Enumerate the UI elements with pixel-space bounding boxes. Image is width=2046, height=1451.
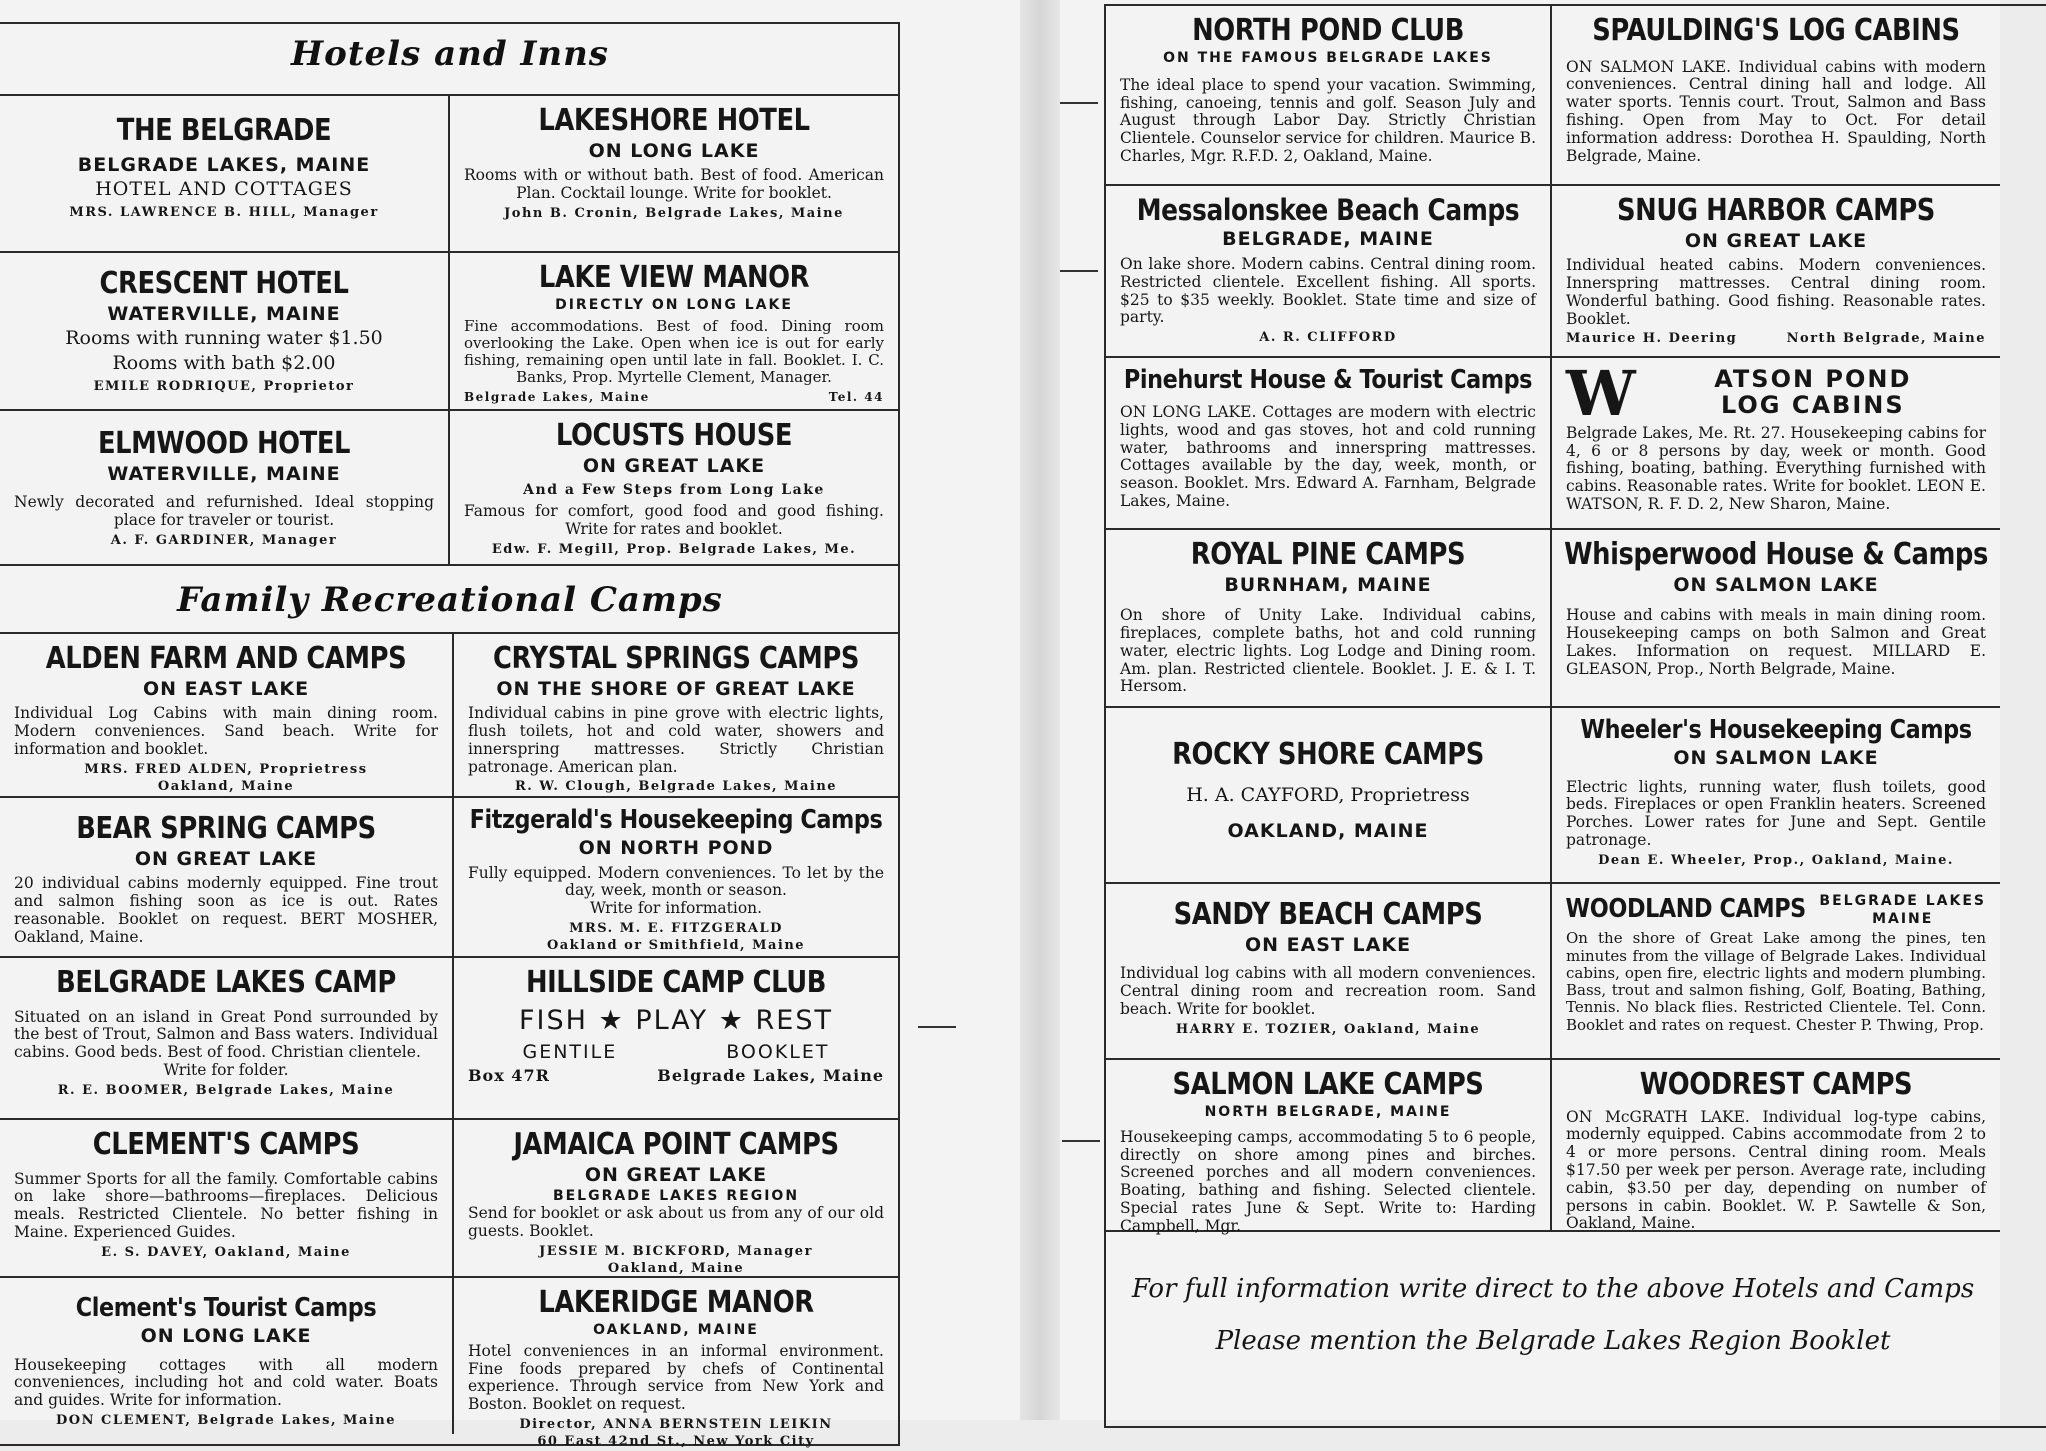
footer-line-2: Please mention the Belgrade Lakes Region Booklet [1215, 1326, 1891, 1356]
listing-title: WOODLAND CAMPS [1565, 894, 1806, 925]
listing-belgrade-lakes-camp: BELGRADE LAKES CAMP Situated on an island in Great Pond surrounded by the best of Trout, Salmon and Bass waters. Individual cabins. Good beds. Best of food. Christian clientele. Write for folder. R. E. BOOMER, Belgrade Lakes, Maine [0, 958, 452, 1120]
listing-royal-pine: ROYAL PINE CAMPS BURNHAM, MAINE On shore of Unity Lake. Individual cabins, fireplaces, complete baths, hot and cold running water, electric lights. Log Lodge and Dining room. Am. plan. Restricted clientele. Booklet. J. E. & I. T. Hersom. [1106, 530, 1550, 708]
listing-title: LAKERIDGE MANOR [538, 1285, 814, 1320]
listing-pinehurst-house: Pinehurst House & Tourist Camps ON LONG LAKE. Cottages are modern with electric lights, wood and gas stoves, hot and cold running water, bathrooms and innerspring mattresses. Cottages available by the day, week, month, or season. Booklet. Mrs. Edward A. Farnham, Belgrade Lakes, Maine. [1106, 358, 1550, 530]
listing-title: SNUG HARBOR CAMPS [1617, 193, 1935, 228]
listing-title: CRYSTAL SPRINGS CAMPS [493, 641, 859, 676]
listing-locusts-house: LOCUSTS HOUSE ON GREAT LAKE And a Few Steps from Long Lake Famous for comfort, good food and good fishing. Write for rates and booklet. Edw. F. Megill, Prop. Belgrade Lakes, Me. [450, 411, 898, 566]
listing-elmwood-hotel: ELMWOOD HOTEL WATERVILLE, MAINE Newly decorated and refurnished. Ideal stopping place for traveler or tourist. A. F. GARDINER, Manager [0, 411, 448, 566]
listing-hillside-camp-club: HILLSIDE CAMP CLUB FISH ★ PLAY ★ REST GENTILE BOOKLET Box 47R Belgrade Lakes, Maine [454, 958, 898, 1120]
listing-title: CRESCENT HOTEL [99, 266, 349, 301]
listing-title: Pinehurst House & Tourist Camps [1123, 365, 1533, 395]
listing-title: Fitzgerald's Housekeeping Camps [469, 805, 883, 835]
listing-title: LAKESHORE HOTEL [538, 103, 810, 138]
drop-cap: W [1566, 357, 1636, 430]
listing-north-pond-club: NORTH POND CLUB ON THE FAMOUS BELGRADE LAKES The ideal place to spend your vacation. Swimming, fishing, canoeing, tennis and golf. Season July and August through Labor Day. Strictly Christian Clientele. Counselor service for children. Maurice B. Charles, Mgr. R.F.D. 2, Oakland, Maine. [1106, 6, 1550, 186]
listing-salmon-lake: SALMON LAKE CAMPS NORTH BELGRADE, MAINE Housekeeping camps, accommodating 5 to 6 people, directly on shore among pines and birches. Screened porches and all modern conveniences. Boating, bathing and fishing. Selected clientele. Special rates June & Sept. Write to: Harding Campbell, Mgr. [1106, 1060, 1550, 1232]
listing-clements-camps: CLEMENT'S CAMPS Summer Sports for all the family. Comfortable cabins on lake shore—bathrooms—fireplaces. Delicious meals. Restricted Clientele. No better fishing in Maine. Experienced Guides. E. S. DAVEY, Oakland, Maine [0, 1120, 452, 1278]
listing-title: ELMWOOD HOTEL [97, 426, 351, 461]
listing-title: ALDEN FARM AND CAMPS [45, 641, 407, 676]
listing-title: THE BELGRADE [116, 113, 332, 148]
listing-title: BELGRADE LAKES CAMP [56, 965, 396, 1000]
listing-title: Wheeler's Housekeeping Camps [1580, 715, 1972, 745]
listing-lake-view-manor: LAKE VIEW MANOR DIRECTLY ON LONG LAKE Fine accommodations. Best of food. Dining room overlooking the Lake. Open when ice is out for early fishing, remaining open until late in fall. Booklet. I. C. Banks, Prop. Myrtelle Clement, Manager. Belgrade Lakes, Maine Tel. 44 [450, 253, 898, 411]
listing-lakeridge-manor: LAKERIDGE MANOR OAKLAND, MAINE Hotel conveniences in an informal environment. Fine foods prepared by chefs of Continental experience. Through service from New York and Boston. Booklet on request. Director, ANNA BERNSTEIN LEIKIN 60 East 42nd St., New York City [454, 1278, 898, 1428]
listing-title: Whisperwood House & Camps [1564, 537, 1988, 572]
star-icon: ★ [598, 1004, 625, 1036]
listing-crescent-hotel: CRESCENT HOTEL WATERVILLE, MAINE Rooms with running water $1.50 Rooms with bath $2.00 EMILE RODRIQUE, Proprietor [0, 253, 448, 411]
listing-title: Clement's Tourist Camps [75, 1293, 377, 1323]
listing-watson-pond: W ATSON POND LOG CABINS Belgrade Lakes, Me. Rt. 27. Housekeeping cabins for 4, 6 or 8 persons by day, week or month. Good fishing, boating, bathing. Everything furnished with cabins. Reasonable rates. Write for booklet. LEON E. WATSON, R. F. D. 2, New Sharon, Maine. [1552, 358, 2000, 530]
listing-crystal-springs: CRYSTAL SPRINGS CAMPS ON THE SHORE OF GREAT LAKE Individual cabins in pine grove with electric lights, flush toilets, hot and cold water, showers and innerspring mattresses. Strictly Christian patronage. American plan. R. W. Clough, Belgrade Lakes, Maine [454, 634, 898, 798]
listing-title: HILLSIDE CAMP CLUB [525, 965, 827, 1000]
listing-rocky-shore: ROCKY SHORE CAMPS H. A. CAYFORD, Proprietress OAKLAND, MAINE [1106, 708, 1550, 884]
listing-title: LAKE VIEW MANOR [538, 260, 810, 295]
listing-messalonskee-beach: Messalonskee Beach Camps BELGRADE, MAINE On lake shore. Modern cabins. Central dining room. Restricted clientele. Excellent fishing. All sports. $25 to $35 weekly. Booklet. State time and size of party. A. R. CLIFFORD [1106, 186, 1550, 358]
footer-line-1: For full information write direct to the above Hotels and Camps [1131, 1274, 1975, 1304]
page-gutter [1020, 0, 1060, 1420]
hotels-heading: Hotels and Inns [291, 34, 609, 74]
listing-the-belgrade: THE BELGRADE BELGRADE LAKES, MAINE HOTEL AND COTTAGES MRS. LAWRENCE B. HILL, Manager [0, 96, 448, 253]
listing-jamaica-point: JAMAICA POINT CAMPS ON GREAT LAKE BELGRADE LAKES REGION Send for booklet or ask about us from any of our old guests. Booklet. JESSIE M. BICKFORD, Manager Oakland, Maine [454, 1120, 898, 1278]
listing-woodrest: WOODREST CAMPS ON McGRATH LAKE. Individual log-type cabins, modernly equipped. Cabins accommodate from 2 to 4 or more persons. Central dining room. Meals $17.50 per week per person. Average rate, including cabin, $3.50 per day, depending on number of persons in cabin. Booklet. W. P. Sawtelle & Son, Oakland, Maine. [1552, 1060, 2000, 1232]
listing-title: WOODREST CAMPS [1639, 1067, 1913, 1102]
camps-heading: Family Recreational Camps [177, 580, 723, 620]
listing-title: CLEMENT'S CAMPS [92, 1127, 360, 1162]
listing-alden-farm: ALDEN FARM AND CAMPS ON EAST LAKE Individual Log Cabins with main dining room. Modern conveniences. Sand beach. Write for information and booklet. MRS. FRED ALDEN, Proprietress Oakland, Maine [0, 634, 452, 798]
listing-title: SPAULDING'S LOG CABINS [1592, 13, 1960, 48]
listing-title: SANDY BEACH CAMPS [1173, 897, 1483, 932]
listing-title: BEAR SPRING CAMPS [76, 811, 376, 846]
star-icon: ★ [718, 1004, 745, 1036]
listing-clements-tourist: Clement's Tourist Camps ON LONG LAKE Housekeeping cottages with all modern conveniences, including hot and cold water. Boats and guides. Write for information. DON CLEMENT, Belgrade Lakes, Maine [0, 1278, 452, 1428]
listing-snug-harbor: SNUG HARBOR CAMPS ON GREAT LAKE Individual heated cabins. Modern conveniences. Innerspring mattresses. Central dining room. Wonderful bathing. Good fishing. Reasonable rates. Booklet. Maurice H. Deering North Belgrade, Maine [1552, 186, 2000, 358]
listing-title: Messalonskee Beach Camps [1136, 193, 1520, 227]
listing-title: ROYAL PINE CAMPS [1190, 537, 1466, 572]
listing-title: ROCKY SHORE CAMPS [1172, 737, 1484, 772]
listing-spauldings-log-cabins: SPAULDING'S LOG CABINS ON SALMON LAKE. Individual cabins with modern conveniences. Central dining hall and lodge. All water sports. Tennis court. Trout, Salmon and Bass fishing. Open from May to Oct. For detail information address: Dorothea H. Spaulding, North Belgrade, Maine. [1552, 6, 2000, 186]
listing-whisperwood: Whisperwood House & Camps ON SALMON LAKE House and cabins with meals in main dining room. Housekeeping camps on both Salmon and Great Lakes. Information on request. MILLARD E. GLEASON, Prop., North Belgrade, Maine. [1552, 530, 2000, 708]
listing-sandy-beach: SANDY BEACH CAMPS ON EAST LAKE Individual log cabins with all modern conveniences. Central dining room and recreation room. Sand beach. Write for booklet. HARRY E. TOZIER, Oakland, Maine [1106, 884, 1550, 1060]
right-page [1060, 0, 2000, 1420]
left-page [0, 0, 1020, 1449]
listing-wheelers: Wheeler's Housekeeping Camps ON SALMON LAKE Electric lights, running water, flush toilets, good beds. Fireplaces or open Franklin heaters. Screened Porches. Lower rates for June and Sept. Gentile patronage. Dean E. Wheeler, Prop., Oakland, Maine. [1552, 708, 2000, 884]
listing-bear-spring: BEAR SPRING CAMPS ON GREAT LAKE 20 individual cabins modernly equipped. Fine trout and salmon fishing soon as ice is out. Rates reasonable. Booklet on request. BERT MOSHER, Oakland, Maine. [0, 798, 452, 958]
listing-fitzgerald: Fitzgerald's Housekeeping Camps ON NORTH POND Fully equipped. Modern conveniences. To let by the day, week, month or season. Write for information. MRS. M. E. FITZGERALD Oakland or Smithfield, Maine [454, 798, 898, 958]
listing-title: JAMAICA POINT CAMPS [513, 1127, 839, 1162]
listing-title: LOCUSTS HOUSE [555, 418, 793, 453]
listing-title: SALMON LAKE CAMPS [1172, 1067, 1484, 1102]
listing-woodland-camps: WOODLAND CAMPS BELGRADE LAKES MAINE On the shore of Great Lake among the pines, ten minutes from the village of Belgrade Lakes. Individual cabins, open fire, electric lights and modern plumbing. Bass, trout and salmon fishing, Golf, Boating, Bathing, Tennis. No black flies. Restricted Clientele. Tel. Conn. Booklet and rates on request. Chester P. Thwing, Prop. [1552, 884, 2000, 1060]
listing-title: NORTH POND CLUB [1192, 13, 1464, 48]
listing-lakeshore-hotel: LAKESHORE HOTEL ON LONG LAKE Rooms with or without bath. Best of food. American Plan. Cocktail lounge. Write for booklet. John B. Cronin, Belgrade Lakes, Maine [450, 96, 898, 253]
